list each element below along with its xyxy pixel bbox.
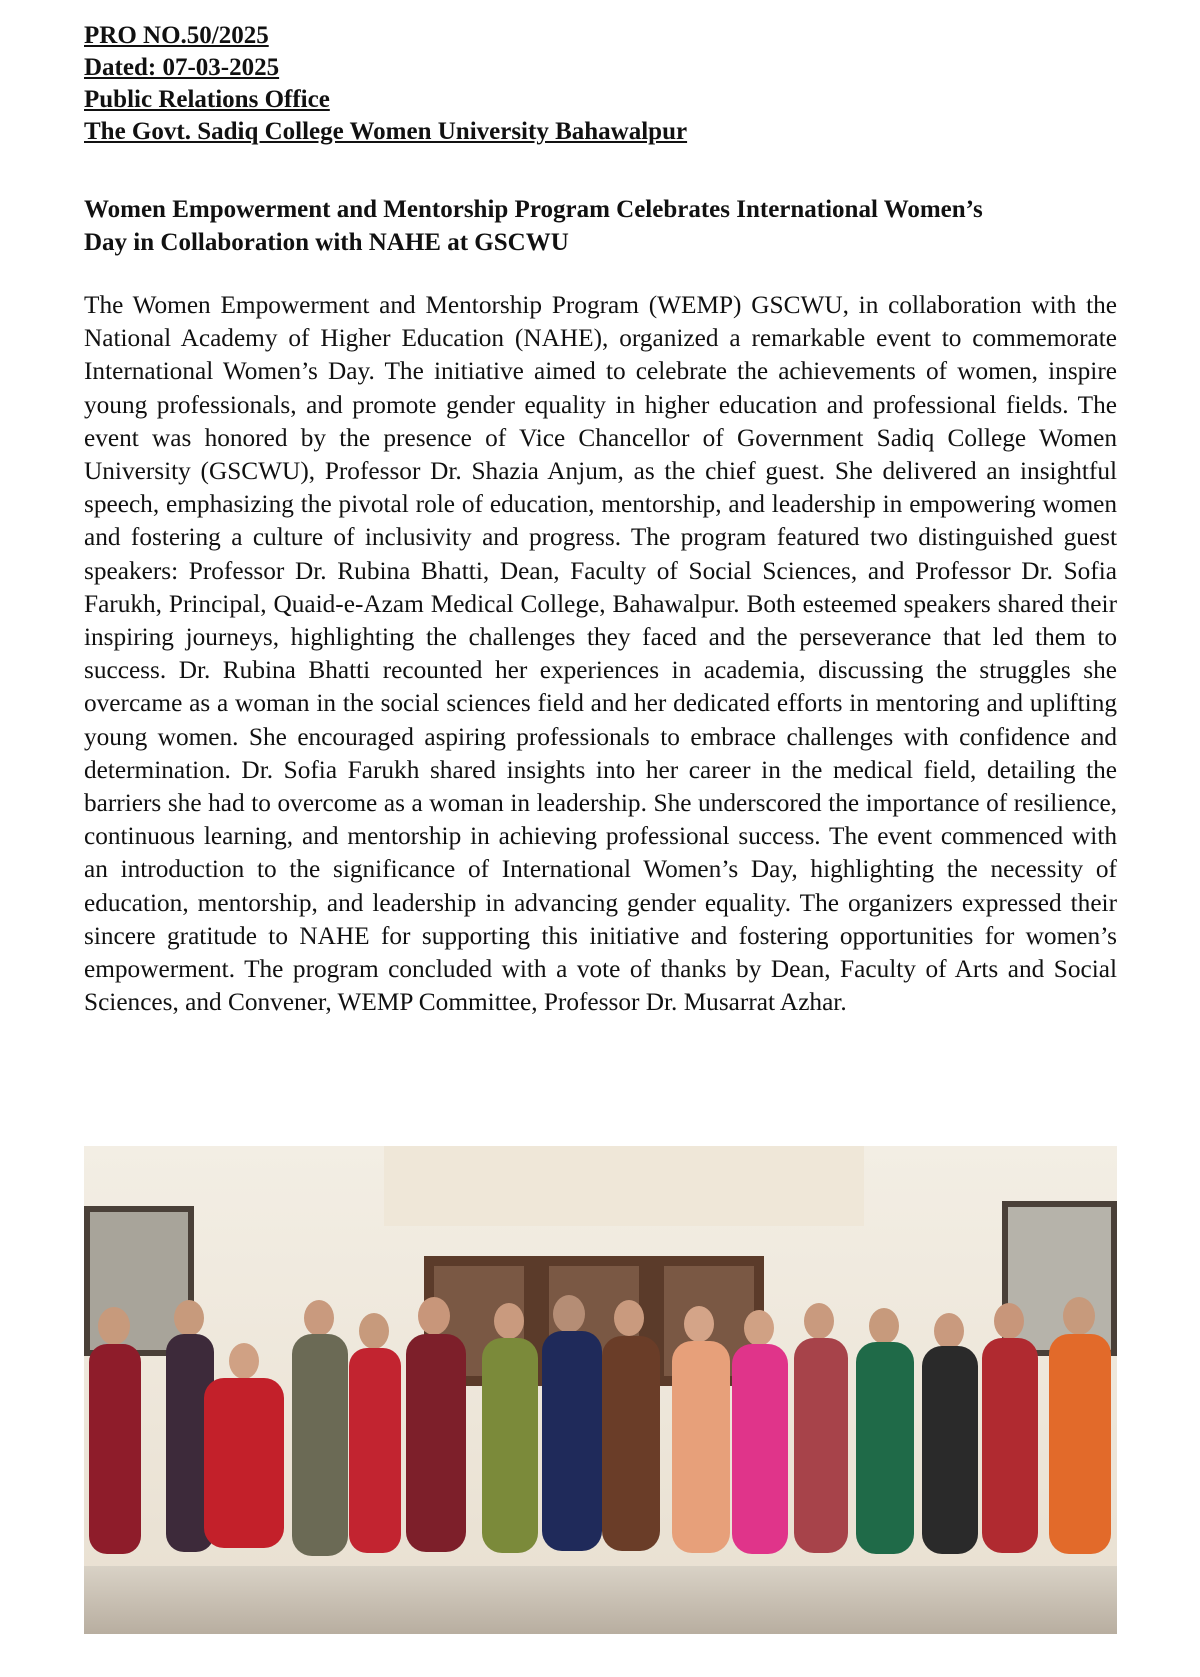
release-date: Dated: 07-03-2025: [84, 54, 280, 81]
headline: Women Empowerment and Mentorship Program Celebrates International Women’s Day in Collaboration with NAHE at GSCWU: [84, 196, 983, 256]
university-name: The Govt. Sadiq College Women University Bahawalpur: [84, 118, 688, 145]
group-photo: [84, 1146, 1117, 1634]
press-release: [84, 20, 1117, 1019]
body-paragraph: The Women Empowerment and Mentorship Program (WEMP) GSCWU, in collaboration with the National Academy of Higher Education (NAHE), organized a remarkable event to commemorate International Women’s Day. The initiative aimed to celebrate the achievements of women, inspire young professionals, and promote gender equality in higher education and professional fields. The event was honored by the presence of Vice Chancellor of Government Sadiq College Women University (GSCWU), Professor Dr. Shazia Anjum, as the chief guest. She delivered an insightful speech, emphasizing the pivotal role of education, mentorship, and leadership in empowering women and fostering a culture of inclusivity and progress. The program featured two distinguished guest speakers: Professor Dr. Rubina Bhatti, Dean, Faculty of Social Sciences, and Professor Dr. Sofia Farukh, Principal, Quaid-e-Azam Medical College, Bahawalpur. Both esteemed speakers shared their inspiring journeys, highlighting the challenges they faced and the perseverance that led them to success. Dr. Rubina Bhatti recounted her experiences in academia, discussing the struggles she overcame as a woman in the social sciences field and her dedicated efforts in mentoring and uplifting young women. She encouraged aspiring professionals to embrace challenges with confidence and determination. Dr. Sofia Farukh shared insights into her career in the medical field, detailing the barriers she had to overcome as a woman in leadership. She underscored the importance of resilience, continuous learning, and mentorship in achieving professional success. The event commenced with an introduction to the significance of International Women’s Day, highlighting the necessity of education, mentorship, and leadership in advancing gender equality. The organizers expressed their sincere gratitude to NAHE for supporting this initiative and fostering opportunities for women’s empowerment. The program concluded with a vote of thanks by Dean, Faculty of Arts and Social Sciences, and Convener, WEMP Committee, Professor Dr. Musarrat Azhar.: [84, 291, 1117, 1017]
issuing-office: Public Relations Office: [84, 86, 330, 113]
pro-number: PRO NO.50/2025: [84, 22, 269, 49]
